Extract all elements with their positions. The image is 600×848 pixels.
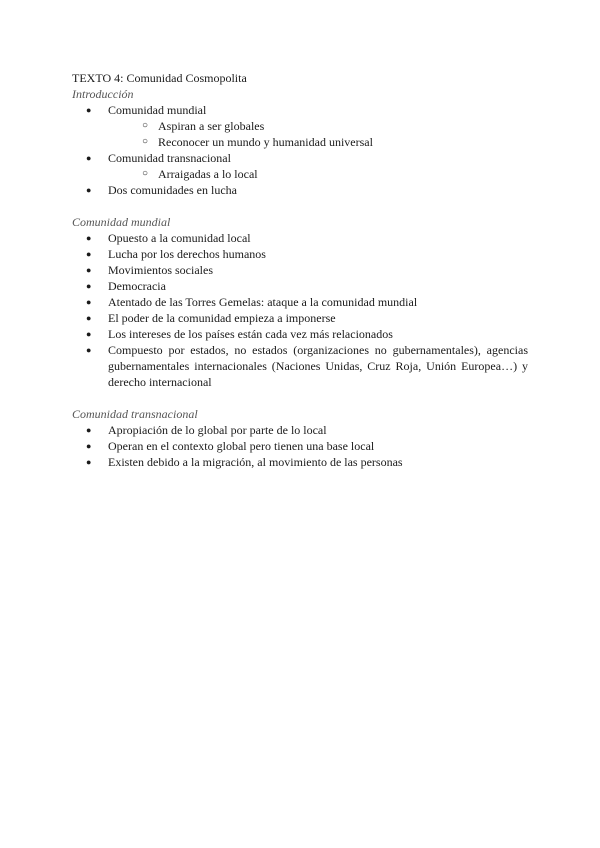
list-item-text: El poder de la comunidad empieza a imponerse — [108, 311, 336, 325]
list-item-text: Apropiación de lo global por parte de lo local — [108, 423, 327, 437]
sub-list-item-text: Arraigadas a lo local — [158, 167, 258, 181]
filled-bullet-icon: ● — [86, 105, 92, 115]
spacer — [72, 390, 528, 406]
bullet-list — [72, 150, 528, 166]
list-item-text: Comunidad transnacional — [108, 151, 231, 165]
filled-bullet-icon: ● — [86, 329, 92, 339]
list-item — [72, 262, 528, 278]
list-item-text: Los intereses de los países están cada vez más relacionados — [108, 327, 393, 341]
list-item-text: Compuesto por estados, no estados (organizaciones no gubernamentales), agencias gubernamentales internacionales (Naciones Unidas, Cruz Roja, Unión Europea…) y derecho internacional — [108, 343, 528, 389]
filled-bullet-icon: ● — [86, 441, 92, 451]
bullet-list — [72, 230, 528, 390]
filled-bullet-icon: ● — [86, 233, 92, 243]
sub-list-item — [72, 166, 528, 182]
bullet-list — [72, 422, 528, 470]
list-item — [72, 230, 528, 246]
spacer — [72, 198, 528, 214]
list-item-text: Lucha por los derechos humanos — [108, 247, 266, 261]
list-item-text: Democracia — [108, 279, 166, 293]
document-page — [72, 70, 528, 470]
list-item-text: Movimientos sociales — [108, 263, 213, 277]
filled-bullet-icon: ● — [86, 297, 92, 307]
list-item — [72, 326, 528, 342]
filled-bullet-icon: ● — [86, 313, 92, 323]
filled-bullet-icon: ● — [86, 185, 92, 195]
list-item — [72, 438, 528, 454]
list-item-text: Atentado de las Torres Gemelas: ataque a la comunidad mundial — [108, 295, 418, 309]
list-item — [72, 182, 528, 198]
filled-bullet-icon: ● — [86, 425, 92, 435]
list-item-text: Opuesto a la comunidad local — [108, 231, 251, 245]
filled-bullet-icon: ● — [86, 457, 92, 467]
filled-bullet-icon: ● — [86, 345, 92, 355]
sub-bullet-list — [72, 166, 528, 182]
hollow-bullet-icon: ○ — [142, 120, 149, 131]
filled-bullet-icon: ● — [86, 265, 92, 275]
list-item — [72, 310, 528, 326]
bullet-list — [72, 182, 528, 198]
list-item — [72, 102, 528, 118]
sub-list-item-text: Reconocer un mundo y humanidad universal — [158, 135, 373, 149]
filled-bullet-icon: ● — [86, 153, 92, 163]
section-heading-comunidad-transnacional: Comunidad transnacional — [72, 407, 198, 421]
sub-list-item — [72, 134, 528, 150]
list-item-text: Comunidad mundial — [108, 103, 207, 117]
bullet-list — [72, 102, 528, 118]
sub-bullet-list — [72, 118, 528, 150]
list-item — [72, 422, 528, 438]
list-item-text: Existen debido a la migración, al movimiento de las personas — [108, 455, 403, 469]
list-item — [72, 150, 528, 166]
list-item — [72, 278, 528, 294]
section-heading-comunidad-mundial: Comunidad mundial — [72, 215, 171, 229]
document-title: TEXTO 4: Comunidad Cosmopolita — [72, 71, 247, 85]
list-item — [72, 454, 528, 470]
sub-list-item-text: Aspiran a ser globales — [158, 119, 265, 133]
list-item-text: Dos comunidades en lucha — [108, 183, 237, 197]
list-item-text: Operan en el contexto global pero tienen una base local — [108, 439, 375, 453]
list-item — [72, 294, 528, 310]
sub-list-item — [72, 118, 528, 134]
hollow-bullet-icon: ○ — [142, 136, 149, 147]
section-heading-introduccion: Introducción — [72, 87, 134, 101]
filled-bullet-icon: ● — [86, 281, 92, 291]
list-item — [72, 246, 528, 262]
list-item — [72, 342, 528, 390]
hollow-bullet-icon: ○ — [142, 168, 149, 179]
filled-bullet-icon: ● — [86, 249, 92, 259]
